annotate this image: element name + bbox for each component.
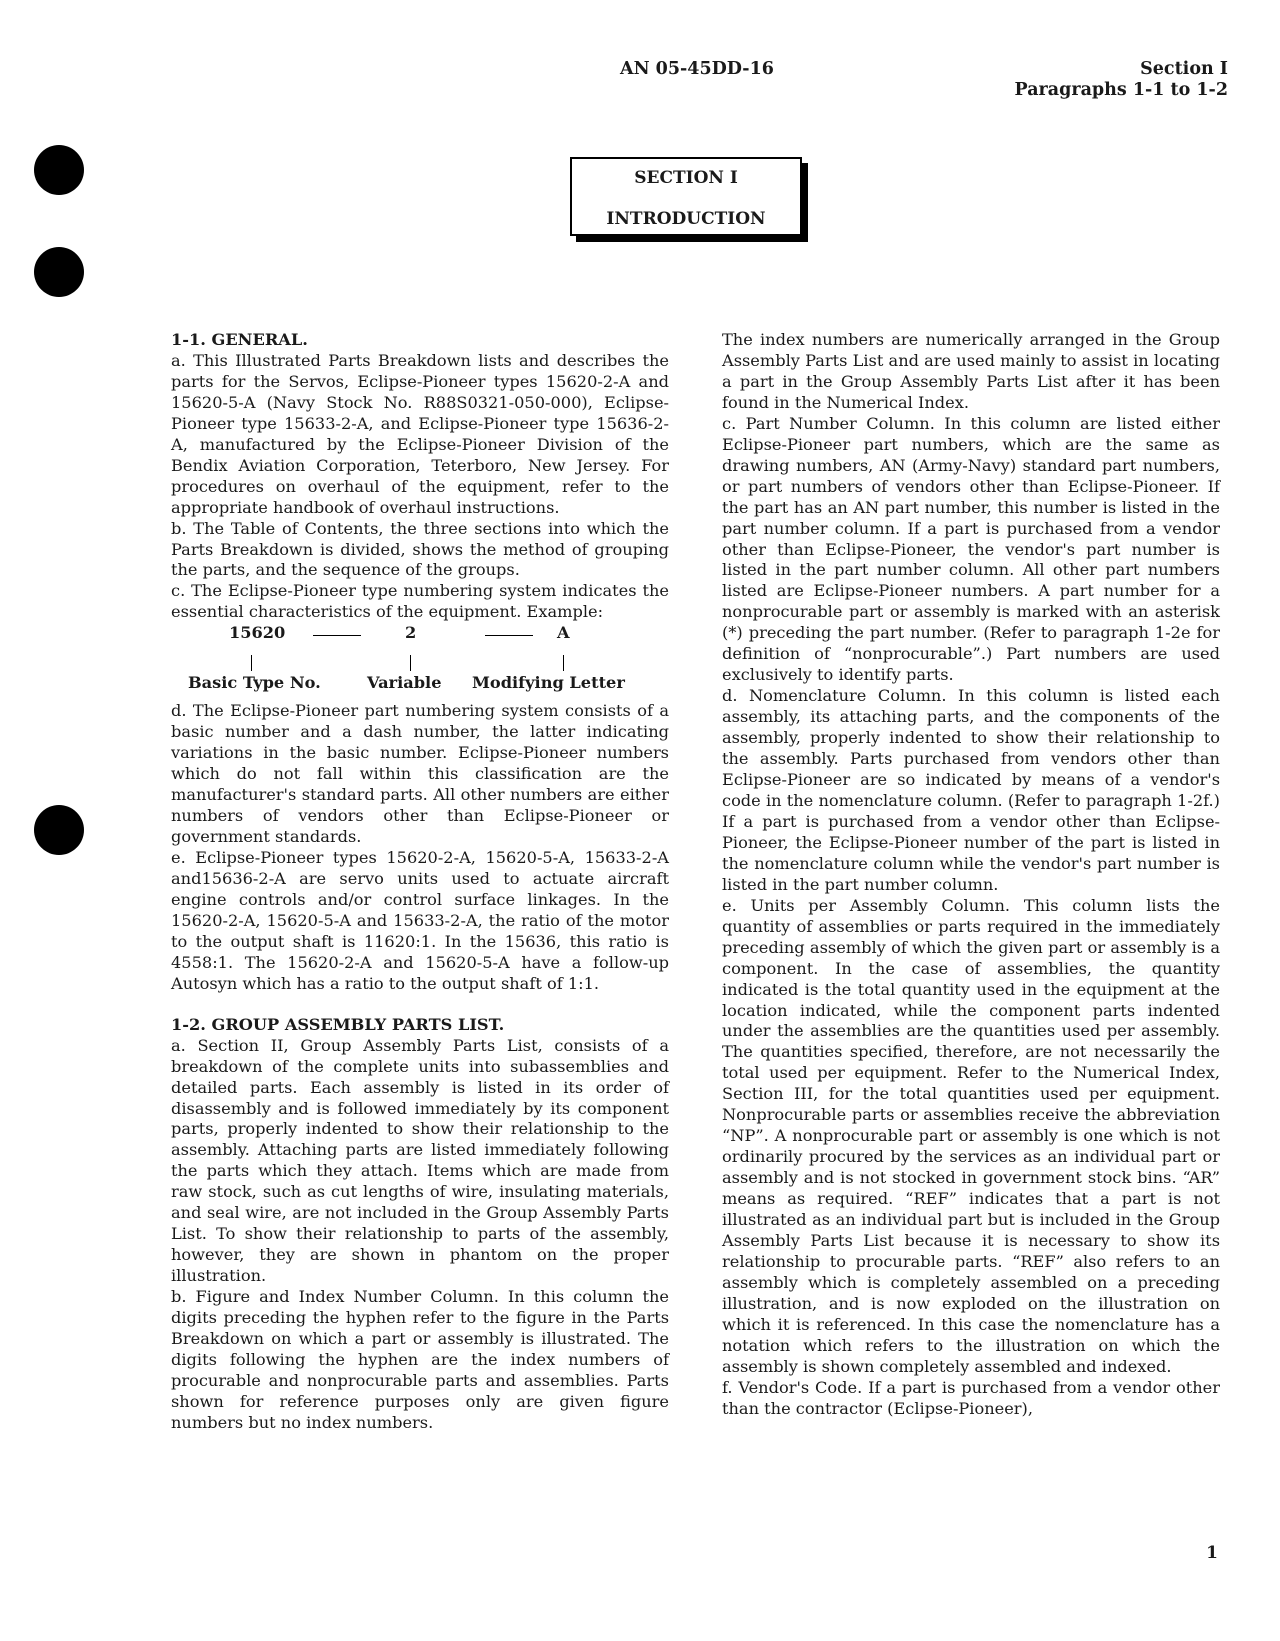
heading-general: 1-1. GENERAL. — [171, 330, 308, 349]
document-number: AN 05-45DD-16 — [620, 59, 774, 79]
example-number-basic: 15620 — [229, 623, 286, 643]
type-number-example — [171, 623, 669, 701]
example-dash-2 — [485, 635, 533, 636]
example-tick-1 — [251, 655, 252, 671]
punch-hole-3 — [34, 805, 84, 855]
header-right — [1015, 59, 1228, 101]
paragraph-1-1-b: b. The Table of Contents, the three sections into which the Parts Breakdown is divided, shows the method of grouping the parts, and the sequence of the groups. — [171, 518, 669, 580]
paragraph-1-2-e: e. Units per Assembly Column. This column lists the quantity of assemblies or parts required in the immediately preceding assembly of which the given part or assembly is a component. In the case of assemblies, the quantity indicated is the total quantity used in the equipment at the location indicated, while the component parts indented under the assemblies are the quantities used per assembly. The quantities specified, therefore, are not necessarily the total used per equipment. Refer to the Numerical Index, Section III, for the total quantities used per equipment. Nonprocurable parts or assemblies receive the abbreviation “NP”. A nonprocurable part or assembly is one which is not ordinarily procured by the services as an individual part or assembly and is not stocked in government stock bins. “AR” means as required. “REF” indicates that a part is not illustrated as an individual part but is included in the Group Assembly Parts List because it is necessary to show its relationship to procurable parts. “REF” also refers to an assembly which is completely assembled on a preceding illustration, and is now exploded on the illustration on which it is referenced. In this case the nomenclature has a notation which refers to the illustration on which the assembly is shown completely assembled and indexed. — [722, 895, 1220, 1376]
section-title-box — [570, 157, 802, 236]
section-title: INTRODUCTION — [606, 209, 766, 229]
example-letter: A — [557, 623, 570, 643]
section-number: SECTION I — [634, 168, 738, 188]
paragraph-1-1-e: e. Eclipse-Pioneer types 15620-2-A, 15620-5-A, 15633-2-A and15636-2-A are servo units used to actuate aircraft engine controls and/or control surface linkages. In the 15620-2-A, 15620-5-A and 15633-2-A, the ratio of the motor to the output shaft is 11620:1. In the 15636, this ratio is 4558:1. The 15620-2-A and 15620-5-A have a follow-up Autosyn which has a ratio to the output shaft of 1:1. — [171, 848, 669, 993]
paragraph-1-2-b: b. Figure and Index Number Column. In this column the digits preceding the hyphen refer to the figure in the Parts Breakdown on which a part or assembly is illustrated. The digits following the hyphen are the index numbers of procurable and nonprocurable parts and assemblies. Parts shown for reference purposes only are given figure numbers but no index numbers. — [171, 1287, 669, 1432]
paragraphs-label: Paragraphs 1-1 to 1-2 — [1014, 80, 1228, 100]
left-column — [171, 330, 669, 1434]
right-column — [722, 330, 1220, 1420]
example-label-modifying-letter: Modifying Letter — [472, 673, 625, 693]
paragraph-1-1-d: d. The Eclipse-Pioneer part numbering system consists of a basic number and a dash number, the latter indicating variations in the basic number. Eclipse-Pioneer numbers which do not fall within this classification are the manufacturer's standard parts. All other numbers are either numbers of vendors other than Eclipse-Pioneer or government standards. — [171, 701, 669, 847]
example-label-basic-type: Basic Type No. — [188, 673, 321, 693]
paragraph-1-1-a: a. This Illustrated Parts Breakdown lists and describes the parts for the Servos, Eclipse-Pioneer types 15620-2-A and 15620-5-A (Navy Stock No. R88S0321-050-000), Eclipse-Pioneer type 15633-2-A, and Eclipse-Pioneer type 15636-2-A, manufactured by the Eclipse-Pioneer Division of the Bendix Aviation Corporation, Teterboro, New Jersey. For procedures on overhaul of the equipment, refer to the appropriate handbook of overhaul instructions. — [171, 350, 669, 517]
paragraph-1-2-a: a. Section II, Group Assembly Parts List, consists of a breakdown of the complete units into subassemblies and detailed parts. Each assembly is listed in its order of disassembly and is followed immediately by its component parts, properly indented to show their relationship to the assembly. Attaching parts are listed immediately following the parts which they attach. Items which are made from raw stock, such as cut lengths of wire, insulating materials, and seal wire, are not included in the Group Assembly Parts List. To show their relationship to parts of the assembly, however, they are shown in phantom on the proper illustration. — [171, 1035, 669, 1286]
punch-hole-1 — [34, 145, 84, 195]
example-tick-3 — [563, 655, 564, 671]
paragraph-1-2-c: c. Part Number Column. In this column are listed either Eclipse-Pioneer part numbers, which are the same as drawing numbers, AN (Army-Navy) standard part numbers, or part numbers of vendors other than Eclipse-Pioneer. If the part has an AN part number, this number is listed in the part number column. If a part is purchased from a vendor other than Eclipse-Pioneer, the vendor's part number is listed in the part number column. All other part numbers listed are Eclipse-Pioneer numbers. A part number for a nonprocurable part or assembly is marked with an asterisk (*) preceding the part number. (Refer to paragraph 1-2e for definition of “nonprocurable”.) Part numbers are used exclusively to identify parts. — [722, 413, 1220, 685]
paragraph-1-2-b-continued: The index numbers are numerically arranged in the Group Assembly Parts List and are used mainly to assist in locating a part in the Group Assembly Parts List after it has been found in the Numerical Index. — [722, 330, 1220, 412]
paragraph-1-2-f: f. Vendor's Code. If a part is purchased from a vendor other than the contractor (Eclipse-Pioneer), — [722, 1377, 1220, 1418]
example-dash-1 — [313, 635, 361, 636]
section-label: Section I — [1140, 59, 1228, 79]
paragraph-1-2-d: d. Nomenclature Column. In this column is listed each assembly, its attaching parts, and the components of the assembly, properly indented to show their relationship to the assembly. Parts purchased from vendors other than Eclipse-Pioneer are so indicated by means of a vendor's code in the nomenclature column. (Refer to paragraph 1-2f.) If a part is purchased from a vendor other than Eclipse-Pioneer, the Eclipse-Pioneer number of the part is listed in the nomenclature column while the vendor's part number is listed in the part number column. — [722, 686, 1220, 894]
punch-hole-2 — [34, 247, 84, 297]
paragraph-1-1-c: c. The Eclipse-Pioneer type numbering system indicates the essential characteristics of the equipment. Example: — [171, 581, 669, 622]
example-number-variable: 2 — [405, 623, 417, 643]
heading-group-assembly-parts-list: 1-2. GROUP ASSEMBLY PARTS LIST. — [171, 1014, 505, 1034]
example-label-variable: Variable — [367, 673, 442, 693]
page-number: 1 — [1206, 1543, 1218, 1563]
example-tick-2 — [410, 655, 411, 671]
